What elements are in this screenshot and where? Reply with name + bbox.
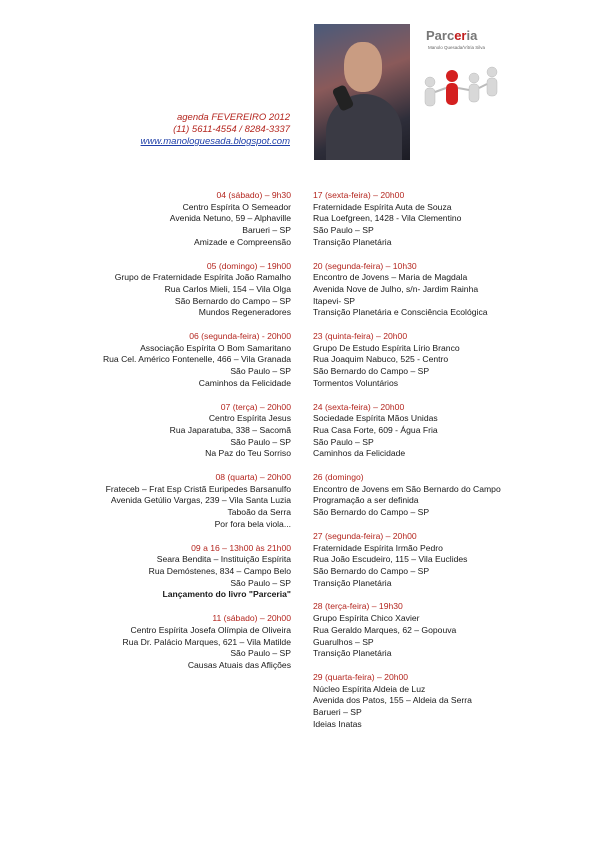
logo-title: Parceria [426, 28, 478, 43]
event-date: 20 (segunda-feira) – 10h30 [313, 260, 417, 271]
event-detail: Barueri – SP [313, 707, 362, 718]
schedule-entry [313, 531, 501, 590]
event-detail: Sociedade Espírita Mãos Unidas [313, 413, 438, 424]
event-detail: Fraternidade Espírita Auta de Souza [313, 201, 452, 212]
event-detail: Avenida Netuno, 59 – Alphaville [169, 213, 291, 224]
event-detail: Por fora bela viola... [214, 518, 291, 529]
event-detail: Rua Geraldo Marques, 62 – Gopouva [313, 624, 457, 635]
schedule-entry [313, 402, 501, 461]
event-detail: Rua Demóstenes, 834 – Campo Belo [148, 565, 291, 576]
agenda-header [141, 112, 290, 148]
right-schedule-column [313, 190, 501, 742]
event-detail: Na Paz do Teu Sorriso [205, 448, 291, 459]
event-date: 26 (domingo) [313, 472, 364, 483]
event-detail: Rua João Escudeiro, 115 – Vila Euclides [313, 554, 468, 565]
event-date: 28 (terça-feira) – 19h30 [313, 601, 403, 612]
schedule-entry [103, 402, 291, 461]
logo-subtitle: Manolo Quesada/Vítria Silva [428, 45, 486, 50]
schedule-entry [103, 331, 291, 390]
event-detail: Rua Casa Forte, 609 - Água Fria [313, 424, 438, 435]
event-detail: Encontro de Jovens em São Bernardo do Campo [313, 483, 501, 494]
schedule-entry [313, 672, 501, 731]
event-detail: Rua Dr. Palácio Marques, 621 – Vila Matilde [122, 636, 291, 647]
event-date: 29 (quarta-feira) – 20h00 [313, 671, 409, 682]
left-schedule-column [103, 190, 291, 684]
event-detail: Centro Espírita Jesus [208, 413, 291, 424]
event-detail: Rua Japaratuba, 338 – Sacomã [169, 424, 291, 435]
contact-phone: (11) 5611-4554 / 8284-3337 [173, 124, 290, 135]
event-detail: São Bernardo do Campo – SP [313, 565, 430, 576]
event-detail: São Paulo – SP [313, 436, 374, 447]
event-detail: São Paulo – SP [230, 436, 291, 447]
event-detail: São Bernardo do Campo – SP [313, 507, 430, 518]
event-detail: Grupo Espírita Chico Xavier [313, 613, 420, 624]
schedule-entry [313, 190, 501, 249]
event-detail: Rua Loefgreen, 1428 - Vila Clementino [313, 213, 462, 224]
schedule-entry [313, 261, 501, 320]
event-detail: Itapevi- SP [313, 295, 356, 306]
schedule-entry [103, 261, 291, 320]
speaker-photo [314, 24, 410, 160]
event-detail: Grupo de Fraternidade Espírita João Ramalho [114, 272, 291, 283]
event-detail: Encontro de Jovens – Maria de Magdala [313, 272, 468, 283]
event-detail: Programação a ser definida [313, 495, 419, 506]
event-detail: São Bernardo do Campo – SP [174, 295, 291, 306]
event-detail: São Paulo – SP [230, 577, 291, 588]
event-detail: Rua Carlos Mieli, 154 – Vila Olga [164, 283, 291, 294]
event-detail: Centro Espírita O Semeador [182, 201, 291, 212]
event-date: 06 (segunda-feira) - 20h00 [189, 331, 291, 342]
schedule-entry [103, 472, 291, 531]
schedule-entry [313, 601, 501, 660]
event-detail: Taboão da Serra [227, 507, 291, 518]
event-detail: Avenida Nove de Julho, s/n- Jardim Rainha [313, 283, 479, 294]
schedule-entry [103, 543, 291, 602]
blog-link[interactable]: www.manologuesada.blogspot.com [140, 136, 290, 147]
event-detail: Transição Planetária e Consciência Ecológica [313, 307, 488, 318]
event-date: 08 (quarta) – 20h00 [215, 472, 291, 483]
event-detail: Rua Joaquim Nabuco, 525 - Centro [313, 354, 449, 365]
people-chain-icon [416, 54, 506, 124]
event-detail: Guarulhos – SP [313, 636, 374, 647]
event-detail: Caminhos da Felicidade [313, 448, 406, 459]
agenda-title: agenda FEVEREIRO 2012 [176, 112, 290, 123]
event-detail: São Paulo – SP [230, 648, 291, 659]
photo-head-shape [344, 42, 382, 92]
event-detail: Frateceb – Frat Esp Cristã Euripedes Barsanulfo [105, 483, 291, 494]
event-detail: Ideias Inatas [313, 718, 362, 729]
event-detail: São Paulo – SP [313, 225, 374, 236]
event-detail: São Paulo – SP [230, 366, 291, 377]
event-date: 07 (terça) – 20h00 [220, 401, 291, 412]
event-date: 27 (segunda-feira) – 20h00 [313, 530, 417, 541]
event-detail: Grupo De Estudo Espírita Lírio Branco [313, 342, 460, 353]
event-detail: Centro Espírita Josefa Olímpia de Oliveira [130, 624, 291, 635]
event-date: 17 (sexta-feira) – 20h00 [313, 190, 405, 200]
schedule-entry [103, 190, 291, 249]
event-date: 09 a 16 – 13h00 às 21h00 [191, 542, 291, 553]
event-date: 04 (sábado) – 9h30 [216, 190, 291, 200]
event-date: 24 (sexta-feira) – 20h00 [313, 401, 405, 412]
event-detail: Núcleo Espírita Aldeia de Luz [313, 683, 426, 694]
event-detail: Rua Cel. Américo Fontenelle, 466 – Vila Granada [102, 354, 291, 365]
event-detail: São Bernardo do Campo – SP [313, 366, 430, 377]
schedule-entry [103, 613, 291, 672]
event-detail: Mundos Regeneradores [198, 307, 291, 318]
event-detail: Seara Bendita – Instituição Espírita [156, 554, 291, 565]
event-highlight: Lançamento do livro "Parceria" [162, 589, 291, 600]
event-detail: Avenida dos Patos, 155 – Aldeia da Serra [313, 695, 472, 706]
event-date: 23 (quinta-feira) – 20h00 [313, 331, 408, 342]
parceria-logo [416, 24, 506, 124]
schedule-entry [313, 472, 501, 519]
event-detail: Transição Planetária [313, 236, 392, 247]
event-detail: Caminhos da Felicidade [198, 377, 291, 388]
event-detail: Transição Planetária [313, 577, 392, 588]
event-detail: Amizade e Compreensão [194, 236, 291, 247]
event-detail: Causas Atuais das Aflições [187, 659, 291, 670]
event-detail: Tormentos Voluntários [313, 377, 399, 388]
schedule-entry [313, 331, 501, 390]
event-detail: Avenida Getúlio Vargas, 239 – Vila Santa Luzia [110, 495, 291, 506]
event-detail: Barueri – SP [242, 225, 291, 236]
event-date: 11 (sábado) – 20h00 [212, 613, 291, 624]
event-detail: Transição Planetária [313, 648, 392, 659]
event-detail: Fraternidade Espírita Irmão Pedro [313, 542, 443, 553]
event-detail: Associação Espírita O Bom Samaritano [140, 342, 291, 353]
event-date: 05 (domingo) – 19h00 [206, 260, 291, 271]
